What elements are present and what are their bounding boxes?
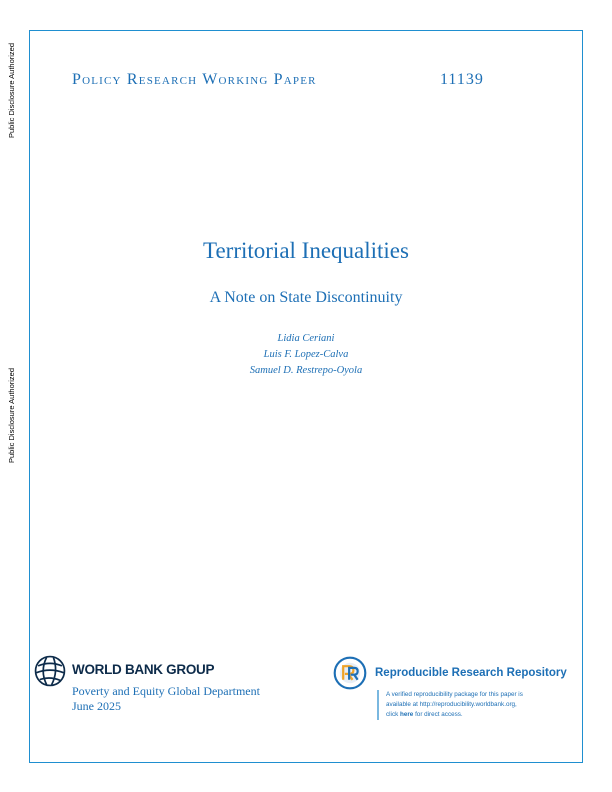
- paper-title: Territorial Inequalities: [203, 238, 409, 263]
- cover-frame: [29, 30, 583, 763]
- reproducibility-url: available at http://reproducibility.worldbank.org,: [386, 701, 517, 708]
- publisher-name: WORLD BANK GROUP: [72, 662, 215, 677]
- disclosure-label-top: Public Disclosure Authorized: [7, 42, 17, 138]
- reproducibility-note: [377, 690, 594, 720]
- paper-number: 11139: [440, 71, 484, 88]
- reproducibility-line: A verified reproducibility package for this paper is: [386, 691, 523, 698]
- here-link[interactable]: here: [400, 711, 414, 718]
- reproducibility-title: Reproducible Research Repository: [375, 667, 567, 679]
- publisher-info: [72, 684, 260, 714]
- author-name: Samuel D. Restrepo-Oyola: [249, 365, 363, 376]
- world-bank-globe-icon: [33, 654, 67, 688]
- series-name: Policy Research Working Paper: [72, 71, 317, 88]
- author-name: Lidia Ceriani: [277, 333, 335, 344]
- department-name: Poverty and Equity Global Department: [72, 684, 260, 698]
- paper-subtitle: A Note on State Discontinuity: [209, 289, 403, 306]
- publication-date: June 2025: [72, 699, 121, 713]
- disclosure-label-middle: Public Disclosure Authorized: [7, 367, 17, 463]
- author-name: Luis F. Lopez-Calva: [263, 349, 349, 360]
- reproducibility-line: click here for direct access.: [386, 711, 463, 718]
- reproducible-research-logo-icon: [333, 656, 367, 690]
- author-list: [0, 331, 612, 379]
